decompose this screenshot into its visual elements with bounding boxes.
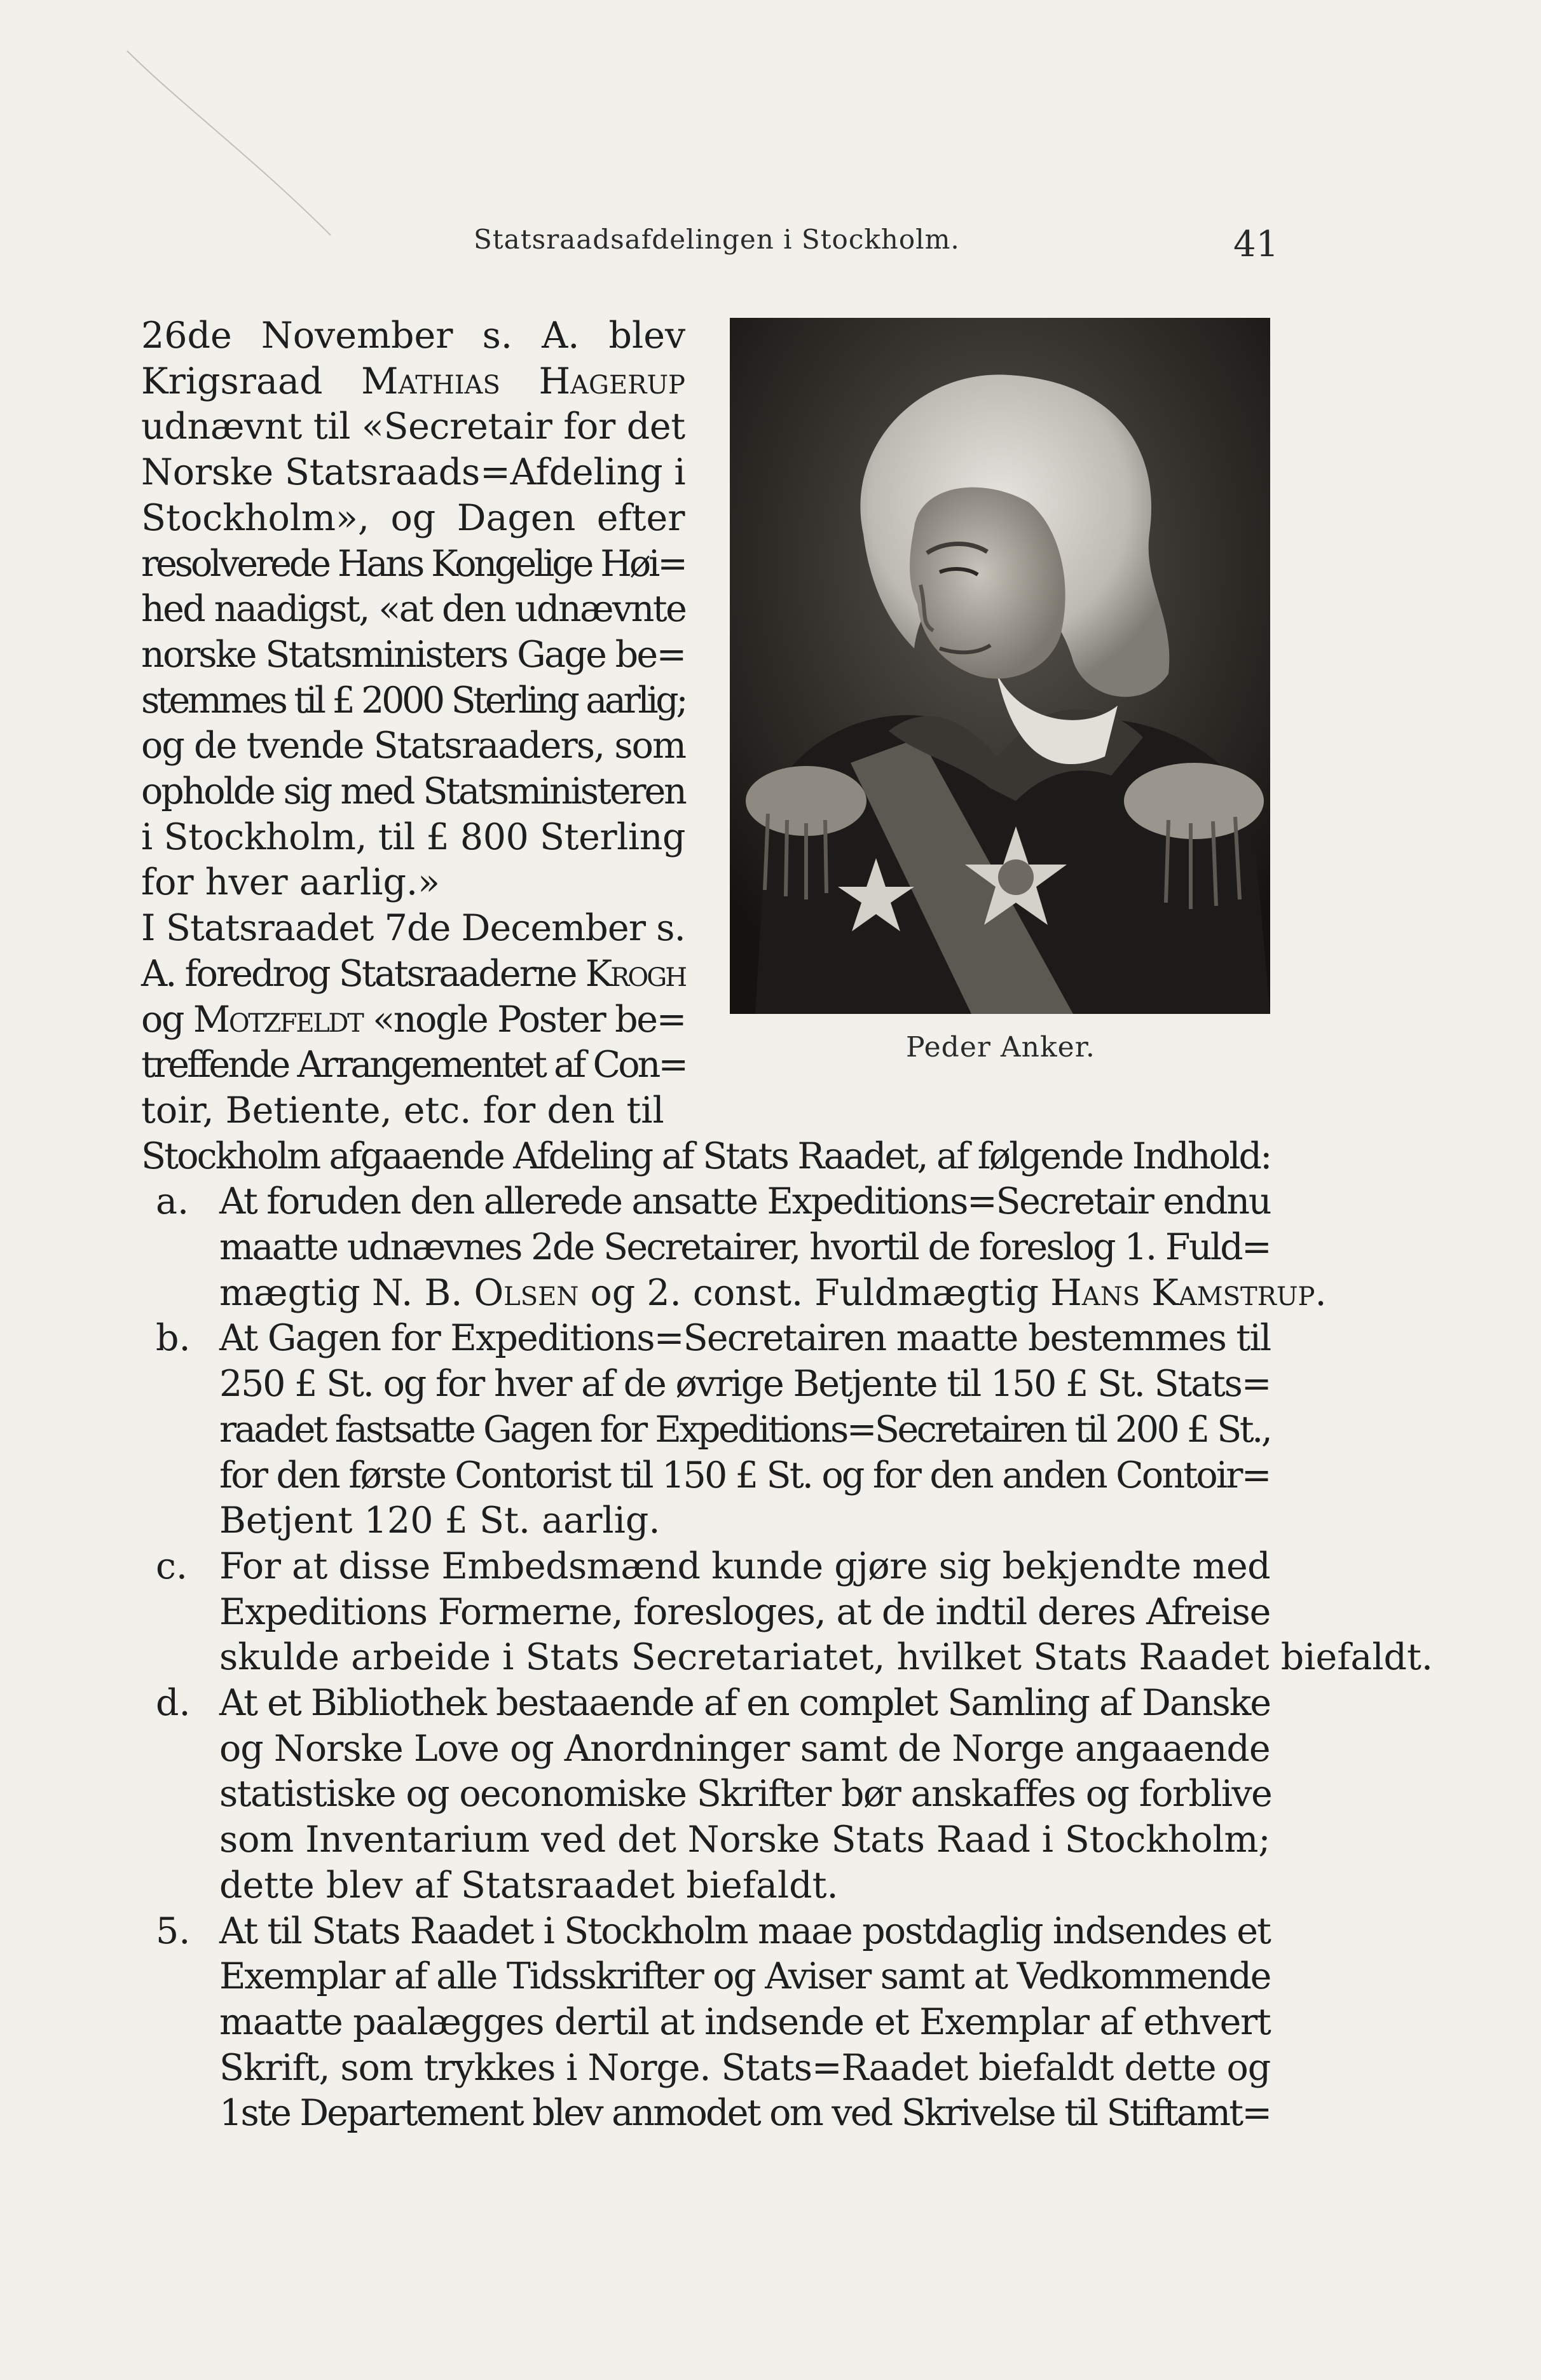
text-run: «nogle Poster be= [362,998,686,1041]
text-run: skulde arbeide i Stats Secretariatet, hvilket Stats Raadet biefaldt. [219,1636,1434,1679]
text-line [141,905,685,951]
list-item-line [219,1908,1270,1954]
text-run: treffende Arrangementet af Con= [141,1044,687,1086]
text-run: Betjent 120 £ St. aarlig. [219,1500,661,1542]
list-item-line [219,1543,1270,1589]
text-run: A. foredrog Statsraaderne [141,952,586,995]
list-item-line [219,1315,1270,1361]
list-item-line [219,1407,1270,1453]
list-item-line [219,1634,1434,1680]
text-run: Norske Statsraads=Afdeling i [141,451,686,494]
list-item-line [219,1999,1270,2045]
text-run: mægtig N. B. [219,1271,474,1314]
text-run: Stockholm afgaaende Afdeling af Stats Raadet, af følgende Indhold: [141,1135,1271,1177]
list-item-line [219,1453,1270,1498]
list-item-line [219,1726,1270,1772]
paper-crease-mark [127,51,343,242]
list-item-label: a. [156,1180,189,1223]
text-run: resolverede Hans Kongelige Høi= [141,542,685,585]
text-run: 250 £ St. og for hver af de øvrige Betjente til 150 £ St. Stats= [219,1363,1271,1405]
list-item-label: d. [156,1682,191,1724]
text-run: opholde sig med Statsministeren [141,770,685,812]
list-item-line [219,1771,1270,1817]
portrait-peder-anker-image [730,318,1270,1014]
text-run: At et Bibliothek bestaaende af en complet Samling af Danske [219,1682,1270,1724]
text-run: og [141,998,193,1041]
text-line [141,723,685,769]
text-line [141,1133,1270,1179]
name-small-caps: Motzfeldt [193,998,363,1041]
text-line [141,859,685,905]
name-small-caps: Hans Kamstrup [1050,1271,1315,1314]
text-run: stemmes til £ 2000 Sterling aarlig; [141,679,686,722]
list-item-label: 5. [156,1910,191,1952]
text-run: At foruden den allerede ansatte Expeditions=Secretair endnu [219,1180,1271,1223]
text-line [141,632,685,678]
text-line [141,951,685,997]
text-run: maatte paalægges dertil at indsende et Exemplar af ethvert [219,2000,1271,2043]
text-line [141,678,685,723]
list-item-line [219,1361,1270,1407]
text-run: som Inventarium ved det Norske Stats Raad i Stockholm; [219,1819,1271,1861]
name-small-caps: Mathias Hagerup [361,360,685,402]
text-run: og 2. const. Fuldmægtig [579,1271,1051,1314]
list-item-line [219,2090,1270,2136]
name-small-caps: Krogh [585,952,686,995]
list-item-line [219,1498,1270,1543]
list-item-line [219,2045,1270,2091]
text-run: norske Statsministers Gage be= [141,633,685,676]
text-line [141,1088,685,1133]
text-line [141,586,685,632]
text-run: 1ste Departement blev anmodet om ved Skrivelse til Stiftamt= [219,2092,1271,2135]
text-run: I Statsraadet 7de December s. [141,907,685,950]
text-line [141,541,685,587]
list-item-line [219,1817,1270,1863]
figure-caption: Peder Anker. [906,1031,1095,1063]
list-item-label: b. [156,1317,191,1360]
text-line [141,814,685,860]
text-line [141,313,685,359]
text-run: i Stockholm, til £ 800 Sterling [141,816,686,858]
list-item-label: c. [156,1545,188,1587]
text-line [141,1042,685,1088]
text-run: udnævnt til «Secretair for det [141,406,685,448]
list-item-line [219,1680,1270,1726]
text-run: Krigsraad [141,360,362,402]
text-run: for den første Contorist til 150 £ St. og for den anden Contoir= [219,1454,1270,1496]
text-run: og de tvende Statsraaders, som [141,725,686,767]
text-run: maatte udnævnes 2de Secretairer, hvortil de foreslog 1. Fuld= [219,1226,1271,1268]
text-run: raadet fastsatte Gagen for Expeditions=Secretairen til 200 £ St., [219,1408,1271,1451]
list-item-line [219,1863,1270,1908]
text-run: 26de November s. A. blev [141,315,686,357]
text-run: statistiske og oeconomiske Skrifter bør anskaffes og forblive [219,1773,1272,1816]
text-line [141,359,685,404]
text-run: For at disse Embedsmænd kunde gjøre sig bekjendte med [219,1545,1271,1587]
text-run: og Norske Love og Anordninger samt de Norge angaaende [219,1727,1270,1770]
text-run: At til Stats Raadet i Stockholm maae postdaglig indsendes et [219,1910,1271,1952]
list-item-line [219,1589,1270,1635]
text-run: Skrift, som trykkes i Norge. Stats=Raadet biefaldt dette og [219,2046,1271,2089]
text-run: At Gagen for Expeditions=Secretairen maatte bestemmes til [219,1317,1271,1360]
list-item-line [219,1224,1270,1270]
list-item-line [219,1953,1270,1999]
text-run: dette blev af Statsraadet biefaldt. [219,1864,839,1906]
text-run: . [1315,1271,1327,1314]
text-line [141,449,685,495]
text-run: for hver aarlig.» [141,861,440,904]
page-number: 41 [1233,224,1279,265]
running-header: Statsraadsafdelingen i Stockholm. [474,224,960,255]
text-run: toir, Betiente, etc. for den til [141,1089,664,1132]
text-line [141,495,685,541]
text-run: Exemplar af alle Tidsskrifter og Aviser samt at Vedkommende [219,1955,1271,1998]
text-line [141,769,685,814]
list-item-line [219,1270,1327,1316]
list-item-line [219,1179,1270,1224]
text-run: hed naadigst, «at den udnævnte [141,588,686,631]
text-line [141,404,685,449]
name-small-caps: Olsen [474,1271,579,1314]
text-line [141,997,685,1043]
text-run: Stockholm», og Dagen efter [141,496,685,539]
text-run: Expeditions Formerne, foresloges, at de indtil deres Afreise [219,1590,1271,1633]
